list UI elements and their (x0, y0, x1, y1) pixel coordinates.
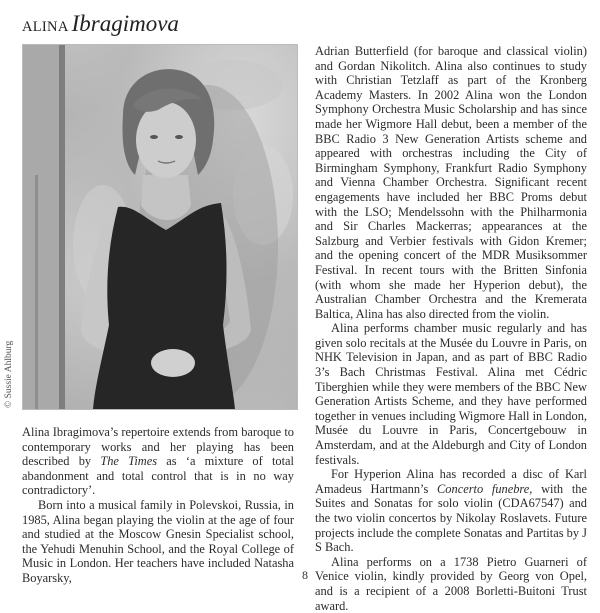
publication-title: The Times (100, 454, 158, 469)
pillar-edge (59, 45, 65, 409)
photo-credit: © Sussie Ahlburg (4, 340, 14, 408)
paragraph-instrument: Alina performs on a 1738 Pietro Guarneri of Venice violin, kindly provided by Georg von Opel, and is a recipient of a 2008 Borletti-Buitoni Trust award. (315, 554, 587, 613)
text-run: as ‘a mixture of total abandonment and total control that is in no way contradictory’. (22, 454, 294, 498)
wall-pillar (23, 45, 59, 409)
eye-right (175, 135, 183, 139)
paragraph-repertoire (22, 425, 294, 498)
black-dress (93, 203, 235, 409)
text-run: Alina Ibragimova’s repertoire extends from baroque to contemporary works and her playing has been described by (22, 425, 294, 469)
face (136, 102, 196, 178)
neck (141, 175, 191, 220)
portrait-photo (22, 44, 298, 410)
eye-left (150, 135, 158, 139)
clasped-hands (151, 349, 195, 377)
title-first-name: ALINA (22, 19, 69, 35)
paragraph-studies-career: Adrian Butterfield (for baroque and classical violin) and Gordan Nikolitch. Alina also continues to study with Christian Tetzlaff as part of the Kronberg Academy Masters. In 2002 Alina won the London Symphony Orchestra Music Scholarship and has since made her Wigmore Hall debut, been a member of the BBC Radio 3 New Generation Artists scheme and appeared with orchestras including the City of Birmingham Symphony, Frankfurt Radio Symphony and Vienna Chamber Orchestra. Significant recent engagements have included her BBC Proms debut with the LSO; Mendelssohn with the Philharmonia and Sir Charles Mackerras; appearances at the Salzburg and Verbier festivals with Gidon Kremer; and the opening concert of the MDR Musiksommer Festival. In recent tours with the Britten Sinfonia (with whom she made her Hyperion debut), the Australian Chamber Orchestra and the Kremerata Baltica, Alina has also directed from the violin. (315, 44, 587, 321)
page-title (22, 12, 179, 39)
work-title: Concerto funebre (437, 481, 530, 496)
text-run: , with the Suites and Sonatas for solo violin (CDA67547) and the two violin concertos by Nikolay Roslavets. Future projects include the complete Sonatas and Partitas by J S Bach. (315, 481, 587, 555)
pipe (35, 175, 38, 409)
paragraph-chamber-music: Alina performs chamber music regularly and has given solo recitals at the Musée du Louvre in Paris, on NHK Television in Japan, and as part of BBC Radio 3’s Bach Christmas Festival. Alina met Cédric Tiberghien while they were members of the BBC New Generation Artists Scheme, and they have performed together in venues including Wigmore Hall in London, Musée du Louvre in Paris, Concertgebouw in Amsterdam, and at the Aldeburgh and City of London festivals. (315, 321, 587, 467)
text-column-left (22, 425, 294, 586)
text-column-right (315, 44, 587, 613)
paragraph-recordings (315, 467, 587, 555)
paragraph-biography: Born into a musical family in Polevskoi, Russia, in 1985, Alina began playing the violin at the age of four and studied at the Moscow Gnesin Specialist school, the Yehudi Menuhin School, and the Royal College of Music in London. Her teachers have included Natasha Boyarsky, (22, 497, 294, 585)
portrait-illustration (23, 45, 297, 409)
text-run: For Hyperion Alina has recorded a disc of Karl Amadeus Hartmann’s (315, 467, 587, 496)
title-last-name: Ibragimova (71, 11, 179, 36)
page-number: 8 (302, 568, 308, 582)
